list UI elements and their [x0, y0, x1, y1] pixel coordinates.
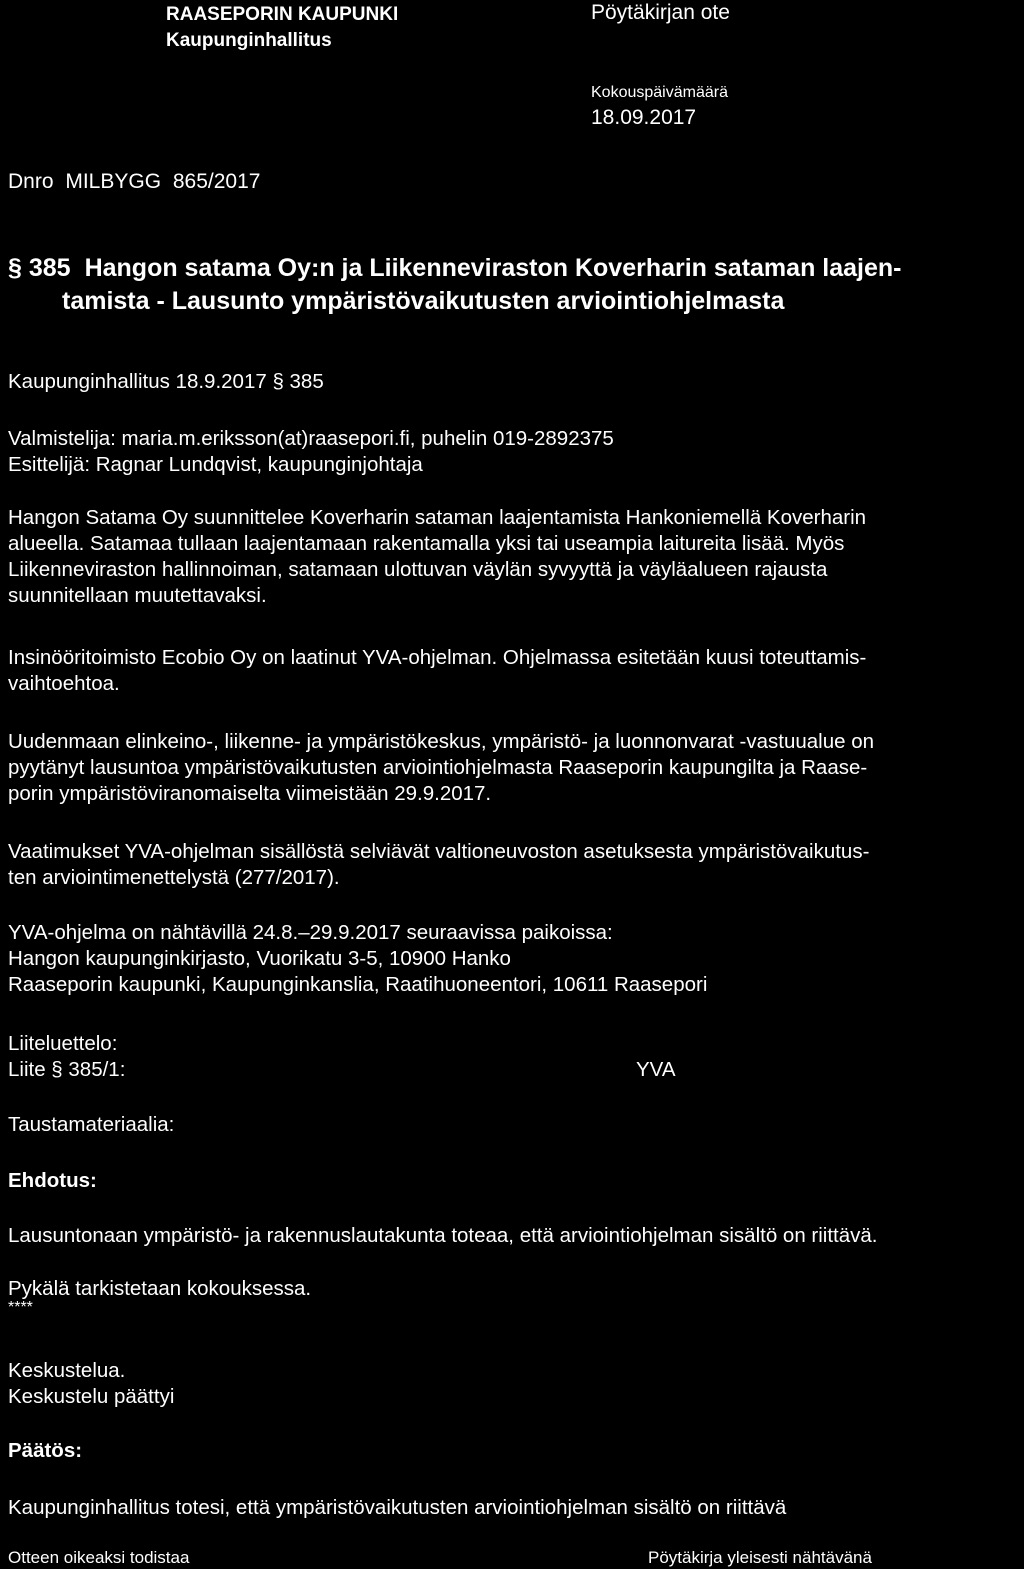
paragraph-line: alueella. Satamaa tullaan laajentamaan rakentamalla yksi tai useampia laitureita lisää. Myös [8, 532, 845, 555]
check-note: Pykälä tarkistetaan kokouksessa. [8, 1277, 312, 1300]
paragraph-2 [8, 645, 1018, 697]
paragraph-line: suunnitellaan muutettavaksi. [8, 584, 267, 607]
separator: **** [8, 1299, 33, 1316]
paragraph-line: Hangon Satama Oy suunnittelee Koverharin sataman laajentamista Hankoniemellä Koverharin [8, 506, 867, 529]
paragraph-1 [8, 505, 1018, 609]
discussion-block [8, 1358, 1018, 1410]
paragraph-line: porin ympäristöviranomaiselta viimeistään 29.9.2017. [8, 782, 492, 805]
paragraph-5 [8, 920, 1018, 998]
meeting-date-label: Kokouspäivämäärä [591, 84, 728, 101]
attachments-block [8, 1031, 1018, 1083]
discussion-line: Keskustelua. [8, 1359, 126, 1382]
attachment-row [8, 1057, 1018, 1083]
paragraph-line: Raaseporin kaupunki, Kaupunginkanslia, Raatihuoneentori, 10611 Raasepori [8, 973, 708, 996]
paragraph-4 [8, 839, 1018, 891]
paragraph-line: Vaatimukset YVA-ohjelman sisällöstä selviävät valtioneuvoston asetuksesta ympäristövaikutus- [8, 840, 870, 863]
proposal-text [8, 1223, 1018, 1249]
proposal-statement: Lausuntonaan ympäristö- ja rakennuslautakunta toteaa, että arviointiohjelman sisältö on riittävä. [8, 1224, 878, 1247]
preparer: Valmistelija: maria.m.eriksson(at)raasepori.fi, puhelin 019-2892375 [8, 427, 614, 450]
organization-header [166, 2, 398, 54]
attachment-name: YVA [636, 1058, 676, 1081]
discussion-line: Keskustelu päättyi [8, 1385, 175, 1408]
paragraph-line: YVA-ohjelma on nähtävillä 24.8.–29.9.2017 seuraavissa paikoissa: [8, 921, 613, 944]
paragraph-line: Insinööritoimisto Ecobio Oy on laatinut YVA-ohjelman. Ohjelmassa esitetään kuusi toteuttamis- [8, 646, 867, 669]
decision-label: Päätös: [8, 1439, 83, 1462]
footer-certify: Otteen oikeaksi todistaa [8, 1548, 190, 1567]
paragraph-line: Liikenneviraston hallinnoiman, satamaan ulottuvan väylän syvyyttä ja väyläalueen rajausta [8, 558, 828, 581]
attachments-label: Liiteluettelo: [8, 1032, 118, 1055]
attachment-ref: Liite § 385/1: [8, 1058, 126, 1081]
reference-line [8, 369, 1018, 395]
org-unit: Kaupunginhallitus [166, 30, 332, 51]
section-title-line2: tamista - Lausunto ympäristövaikutusten arviointiohjelmasta [62, 287, 785, 315]
paragraph-line: pyytänyt lausuntoa ympäristövaikutusten arviointiohjelmasta Raaseporin kaupungilta ja Raase- [8, 756, 868, 779]
document-number: Dnro MILBYGG 865/2017 [8, 170, 261, 193]
proposal-label: Ehdotus: [8, 1169, 97, 1192]
section-number: § 385 [8, 254, 71, 282]
paragraph-line: vaihtoehtoa. [8, 672, 120, 695]
background-label: Taustamateriaalia: [8, 1113, 175, 1136]
decision-statement: Kaupunginhallitus totesi, että ympäristövaikutusten arviointiohjelman sisältö on riittävä [8, 1496, 787, 1519]
background-material [8, 1112, 1018, 1138]
paragraph-line: ten arviointimenettelystä (277/2017). [8, 866, 340, 889]
document-type: Pöytäkirjan ote [591, 1, 730, 24]
preparer-block [8, 426, 1018, 478]
org-name: RAASEPORIN KAUPUNKI [166, 4, 399, 25]
paragraph-3 [8, 729, 1018, 807]
footer-public-notice: Pöytäkirja yleisesti nähtävänä [648, 1548, 872, 1567]
section-heading [8, 252, 901, 318]
paragraph-line: Uudenmaan elinkeino-, liikenne- ja ympäristökeskus, ympäristö- ja luonnonvarat -vastuualue on [8, 730, 875, 753]
presenter: Esittelijä: Ragnar Lundqvist, kaupunginjohtaja [8, 453, 423, 476]
section-title-line1: Hangon satama Oy:n ja Liikenneviraston Koverharin sataman laajen- [84, 254, 902, 282]
paragraph-line: Hangon kaupunginkirjasto, Vuorikatu 3-5, 10900 Hanko [8, 947, 511, 970]
reference: Kaupunginhallitus 18.9.2017 § 385 [8, 370, 324, 393]
decision-text [8, 1495, 1018, 1521]
meeting-date: 18.09.2017 [591, 106, 697, 129]
